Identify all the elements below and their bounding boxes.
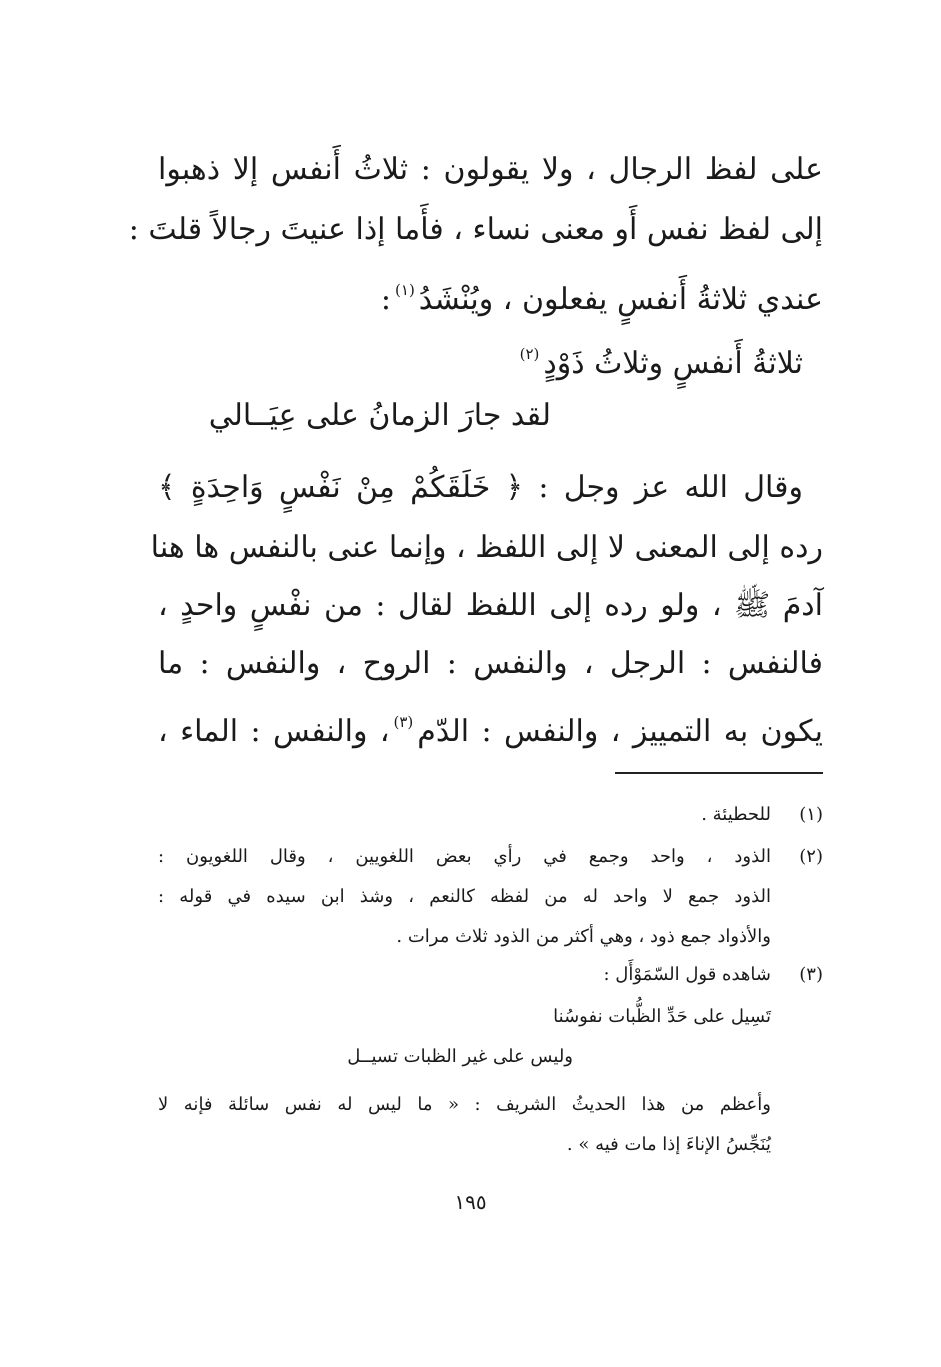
footnote-3-verse-1-text: تَسِيل على حَدِّ الظُّبات نفوسُنا bbox=[553, 1006, 771, 1027]
footnote-2-text-1: الذود ، واحد وجمع في رأي بعض اللغويين ، وقال اللغويون : bbox=[158, 846, 771, 867]
body-line-8 bbox=[158, 582, 823, 630]
body-line-1-text: على لفظ الرجال ، ولا يقولون : ثلاثُ أَنفس إلا ذهبوا bbox=[158, 152, 823, 187]
footnote-2-number: (٢) bbox=[799, 846, 823, 867]
body-line-3-text: عندي ثلاثةُ أَنفسٍ يفعلون ، ويُنْشَدُ bbox=[418, 282, 823, 317]
body-line-9-text: فالنفس : الرجل ، والنفس : الروح ، والنفس : ما bbox=[158, 646, 823, 681]
poem-verse-1 bbox=[158, 330, 803, 381]
footnote-3-line-5 bbox=[158, 1130, 823, 1160]
footnote-3-number: (٣) bbox=[799, 964, 823, 985]
footnote-3-line-1 bbox=[158, 960, 823, 990]
footnote-2-line-3 bbox=[158, 922, 823, 952]
body-line-2-text: إلى لفظ نفس أَو معنى نساء ، فأَما إذا عنيتَ رجالاً قلتَ : bbox=[128, 212, 823, 247]
footnote-1-number: (١) bbox=[799, 804, 823, 825]
footnote-marker-3[interactable]: (٣) bbox=[393, 713, 414, 731]
footnote-3-text-5: يُنَجِّسُ الإناءَ إذا مات فيه » . bbox=[566, 1134, 771, 1155]
footnote-marker-1[interactable]: (١) bbox=[395, 281, 415, 299]
footnote-3-line-4 bbox=[158, 1090, 823, 1120]
poem-verse-1-text: ثلاثةُ أَنفسٍ وثلاثُ ذَوْدٍ bbox=[543, 346, 803, 381]
page-number: ١٩٥ bbox=[454, 1190, 487, 1214]
body-line-6 bbox=[158, 464, 803, 512]
footnote-2-text-2: الذود جمع لا واحد له من لفظه كالنعم ، وشذ ابن سيده في قوله : bbox=[158, 886, 771, 907]
body-line-2 bbox=[128, 206, 823, 254]
footnote-2-line-1 bbox=[158, 842, 823, 872]
quran-quote-line: وقال الله عز وجل : ﴿ خَلَقَكُمْ مِنْ نَفْسٍ وَاحِدَةٍ ﴾ bbox=[158, 470, 803, 505]
body-line-7 bbox=[150, 524, 823, 572]
poem-verse-2-text: لقد جارَ الزمانُ على عِيَــالي bbox=[208, 398, 551, 433]
body-line-10-text: يكون به التمييز ، والنفس : الدّم bbox=[417, 714, 823, 749]
footnote-marker-2[interactable]: (٢) bbox=[519, 345, 540, 363]
body-line-3-colon: : bbox=[380, 282, 392, 317]
body-line-1 bbox=[158, 146, 823, 194]
footnote-3-text-4: وأعظم من هذا الحديثُ الشريف : « ما ليس له نفس سائلة فإنه لا bbox=[158, 1094, 771, 1115]
body-line-7-text: رده إلى المعنى لا إلى اللفظ ، وإنما عنى بالنفس ها هنا bbox=[150, 530, 823, 565]
footnote-2-line-2 bbox=[158, 882, 823, 912]
body-line-9 bbox=[158, 640, 823, 688]
poem-verse-2 bbox=[158, 392, 551, 440]
footnote-3-verse-2 bbox=[158, 1042, 823, 1072]
footnote-3-text-1: شاهده قول السّمَوْأَل : bbox=[603, 964, 771, 985]
footnote-1-text: للحطيئة . bbox=[701, 804, 771, 825]
body-line-10-tail: ، والنفس : الماء ، bbox=[158, 714, 390, 749]
body-line-10 bbox=[158, 698, 823, 749]
footnote-3-verse-1 bbox=[158, 1002, 823, 1032]
body-line-3 bbox=[158, 266, 823, 317]
footnote-separator bbox=[615, 772, 823, 774]
footnote-1 bbox=[158, 800, 823, 830]
footnote-3-verse-2-text: وليس على غير الظبات تسيــل bbox=[347, 1046, 573, 1067]
body-line-8-text: آدمَ ﷺ ، ولو رده إلى اللفظ لقال : من نفْسٍ واحدٍ ، bbox=[158, 588, 823, 623]
footnote-2-text-3: والأذواد جمع ذود ، وهي أكثر من الذود ثلاث مرات . bbox=[396, 926, 771, 947]
